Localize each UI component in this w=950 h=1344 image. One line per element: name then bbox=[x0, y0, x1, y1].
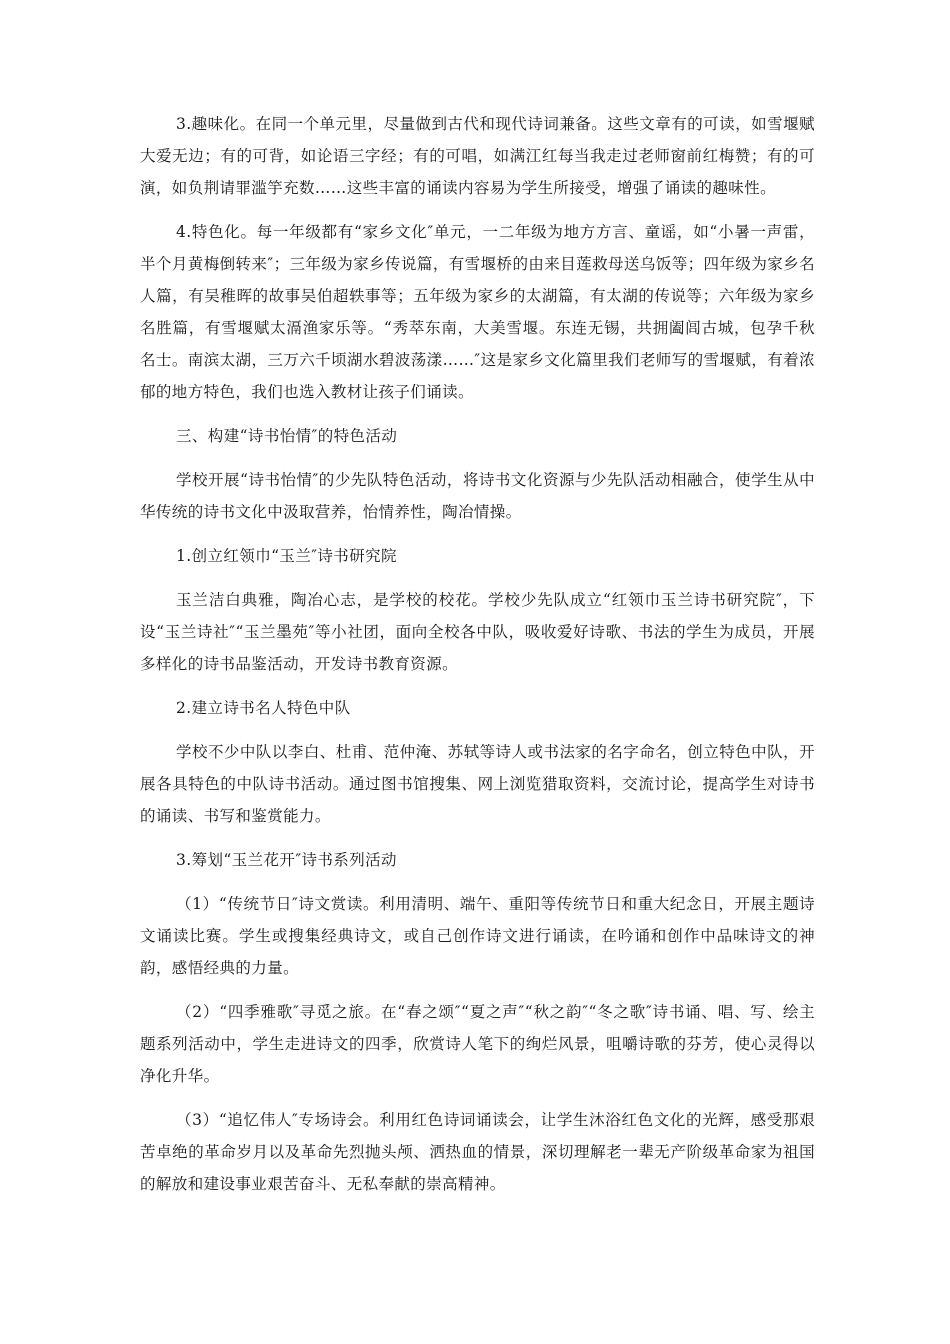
paragraph-institute: 玉兰洁白典雅，陶冶心志，是学校的校花。学校少先队成立“红领巾玉兰诗书研究院″，下设“玉兰诗社″“玉兰墨苑″等小社团，面向全校各中队，吸收爱好诗歌、书法的学生为成员，开展多样化的诗书品鉴活动，开发诗书教育资源。 bbox=[140, 591, 815, 673]
subheading-institute: 1.创立红领巾“玉兰″诗书研究院 bbox=[176, 547, 397, 565]
paragraph-festivals: （1）“传统节日″诗文赏读。利用清明、端午、重阳等传统节日和重大纪念日，开展主题诗文诵读比赛。学生或搜集经典诗文，或自己创作诗文进行诵读，在吟诵和创作中品味诗文的神韵，感悟经典的力量。 bbox=[140, 895, 815, 977]
paragraph-activities-intro: 学校开展“诗书怡情″的少先队特色活动，将诗书文化资源与少先队活动相融合，使学生从中华传统的诗书文化中汲取营养，怡情养性，陶冶情操。 bbox=[140, 471, 815, 521]
subheading-series: 3.筹划“玉兰花开″诗书系列活动 bbox=[176, 851, 397, 869]
paragraph-local-features: 4.特色化。每一年级都有“家乡文化″单元，一二年级为地方方言、童谣，如“小暑一声雷，半个月黄梅倒转来″；三年级为家乡传说篇，有雪堰桥的由来目莲救母送乌饭等；四年级为家乡名人篇，有吴稚晖的故事吴伯超轶事等；五年级为家乡的太湖篇，有太湖的传说等；六年级为家乡名胜篇，有雪堰赋太滆渔家乐等。“秀萃东南，大美雪堰。东连无锡，共拥阖闾古城，包孕千秋名士。南滨太湖，三万六千顷湖水碧波荡漾……″这是家乡文化篇里我们老师写的雪堰赋，有着浓郁的地方特色，我们也选入教材让孩子们诵读。 bbox=[140, 223, 815, 401]
paragraph-squadrons: 学校不少中队以李白、杜甫、范仲淹、苏轼等诗人或书法家的名字命名，创立特色中队，开展各具特色的中队诗书活动。通过图书馆搜集、网上浏览猎取资料，交流讨论，提高学生对诗书的诵读、书写和鉴赏能力。 bbox=[140, 743, 815, 825]
section-heading-activities: 三、构建“诗书怡情″的特色活动 bbox=[176, 427, 398, 445]
paragraph-interest: 3.趣味化。在同一个单元里，尽量做到古代和现代诗词兼备。这些文章有的可读，如雪堰赋大爱无边；有的可背，如论语三字经；有的可唱，如满江红每当我走过老师窗前红梅赞；有的可演，如负荆请罪滥竽充数……这些丰富的诵读内容易为学生所接受，增强了诵读的趣味性。 bbox=[140, 115, 815, 197]
subheading-squadrons: 2.建立诗书名人特色中队 bbox=[176, 699, 351, 717]
document-body bbox=[140, 108, 815, 1212]
paragraph-great-men: （3）“追忆伟人″专场诗会。利用红色诗词诵读会，让学生沐浴红色文化的光辉，感受那艰苦卓绝的革命岁月以及革命先烈抛头颅、洒热血的情景，深切理解老一辈无产阶级革命家为祖国的解放和建设事业艰苦奋斗、无私奉献的崇高精神。 bbox=[140, 1111, 815, 1193]
paragraph-seasons: （2）“四季雅歌″寻觅之旅。在“春之颂″“夏之声″“秋之韵″“冬之歌″诗书诵、唱、写、绘主题系列活动中，学生走进诗文的四季，欣赏诗人笔下的绚烂风景，咀嚼诗歌的芬芳，使心灵得以净化升华。 bbox=[140, 1003, 815, 1085]
